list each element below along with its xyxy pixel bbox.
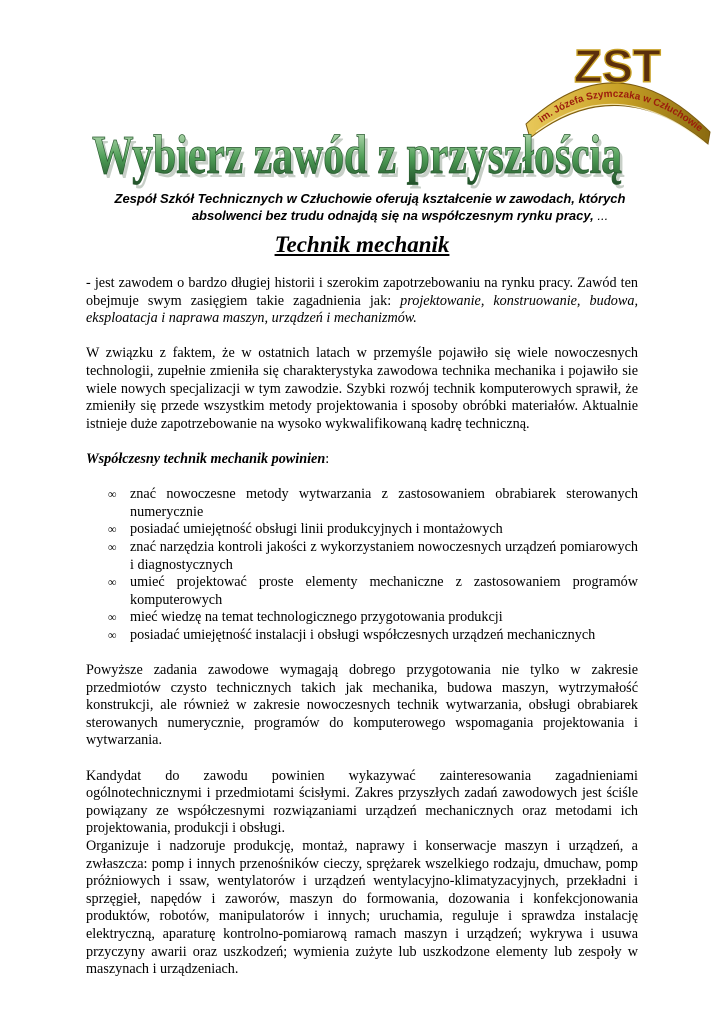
list-item: ∞ znać nowoczesne metody wytwarzania z zastosowaniem obrabiarek sterowanych numerycznie: [108, 486, 638, 520]
banner-text: Wybierz zawód z przyszłością: [92, 123, 622, 186]
subtitle-line-2: absolwenci bez trudu odnajdą się na współczesnym rynku pracy, ...: [191, 208, 609, 223]
paragraph-requirements: Powyższe zadania zawodowe wymagają dobrego przygotowania nie tylko w zakresie przedmiotów czysto technicznych takich jak mechanika, budowa maszyn, wytrzymałość konstrukcji, ale również w zakresie nowoczesnych technik wytwarzania, obsługi obrabiarek sterowanych numerycznie, programów do komputerowego wspomagania projektowania i wytwarzania.: [86, 662, 638, 749]
paragraph-duties: Organizuje i nadzoruje produkcję, montaż, naprawy i konserwacje maszyn i urządzeń, a zwłaszcza: pomp i innych przenośników cieczy, sprężarek wszelkiego rodzaju, dmuchaw, pomp próżniowych i ssaw, wentylatorów i urządzeń wentylacyjno-klimatyzacyjnych, przekładni i sprzęgieł, napędów i zaworów, maszyn do formowania, dozowania i konfekcjonowania produktów, robotów, manipulatorów i innych; uruchamia, reguluje i sprawdza instalację elektryczną, aparaturę kontrolno-pomiarową ramach maszyn i urządzeń; wykrywa i usuwa przyczyny awarii oraz uszkodzeń; wymienia zużyte lub uszkodzone elementy lub zespoły w maszynach i urządzeniach.: [86, 838, 638, 978]
skills-list: [86, 486, 638, 644]
subtitle: [100, 190, 640, 224]
svg-text:Wybierz zawód z przyszłością: Wybierz zawód z przyszłością: [95, 127, 625, 190]
infinity-bullet-icon: ∞: [108, 627, 117, 642]
subtitle-line-1: Zespół Szkół Technicznych w Człuchowie oferują kształcenie w zawodach, których: [114, 191, 626, 206]
banner-heading: [80, 112, 640, 192]
list-item: ∞ posiadać umiejętność obsługi linii produkcyjnych i montażowych: [108, 521, 503, 538]
list-item: ∞ mieć wiedzę na temat technologicznego przygotowania produkcji: [108, 609, 503, 626]
infinity-bullet-icon: ∞: [108, 487, 117, 502]
logo-letters: ZST: [574, 40, 661, 92]
infinity-bullet-icon: ∞: [108, 610, 117, 625]
infinity-bullet-icon: ∞: [108, 539, 117, 554]
list-item: ∞ posiadać umiejętność instalacji i obsługi współczesnych urządzeń mechanicznych: [108, 626, 596, 643]
paragraph-history: W związku z faktem, że w ostatnich latach w przemyśle pojawiło się wiele nowoczesnych technologii, zupełnie zmieniła się charakterystyka zawodowa technika mechanika i pojawiło sie wiele nowych specjalizacji w tym zawodzie. Szybki rozwój technik komputerowych sprawił, że zmieniły się przede wszystkim metody projektowania i sposoby obróbki materiałów. Aktualnie istnieje duże zapotrzebowanie na wysoko wykwalifikowaną kadrę techniczną.: [86, 345, 638, 432]
list-item: ∞ znać narzędzia kontroli jakości z wykorzystaniem nowoczesnych urządzeń pomiarowych i diagnostycznych: [108, 538, 638, 573]
list-item: ∞ umieć projektować proste elementy mechaniczne z zastosowaniem programów komputerowych: [108, 574, 638, 608]
infinity-bullet-icon: ∞: [108, 575, 117, 590]
intro-paragraph: - jest zawodem o bardzo długiej historii i szerokim zapotrzebowaniu na rynku pracy. Zawód ten obejmuje swym zasięgiem takie zagadnienia jak: projektowanie, konstruowanie, budowa, eksploatacja i naprawa maszyn, urządzeń i mechanizmów.: [86, 275, 638, 327]
document-body: [86, 275, 638, 979]
page-title: Technik mechanik: [274, 232, 450, 257]
candidate-first-line: Kandydat do zawodu powinien wykazywać zainteresowania zagadnieniami: [86, 767, 638, 784]
infinity-bullet-icon: ∞: [108, 522, 117, 537]
paragraph-candidate: Kandydat do zawodu powinien wykazywać zainteresowania zagadnieniami ogólnotechnicznymi i przedmiotami ścisłymi. Zakres przyszłych zadań zawodowych jest ściśle powiązany ze współczesnymi rozwiązaniami urządzeń mechanicznych oraz metodami ich projektowania, produkcji i obsługi.: [86, 767, 638, 837]
logo-arc-text: im. Józefa Szymczaka w Człuchowie: [536, 88, 705, 135]
section-heading: Współczesny technik mechanik powinien:: [86, 450, 330, 467]
